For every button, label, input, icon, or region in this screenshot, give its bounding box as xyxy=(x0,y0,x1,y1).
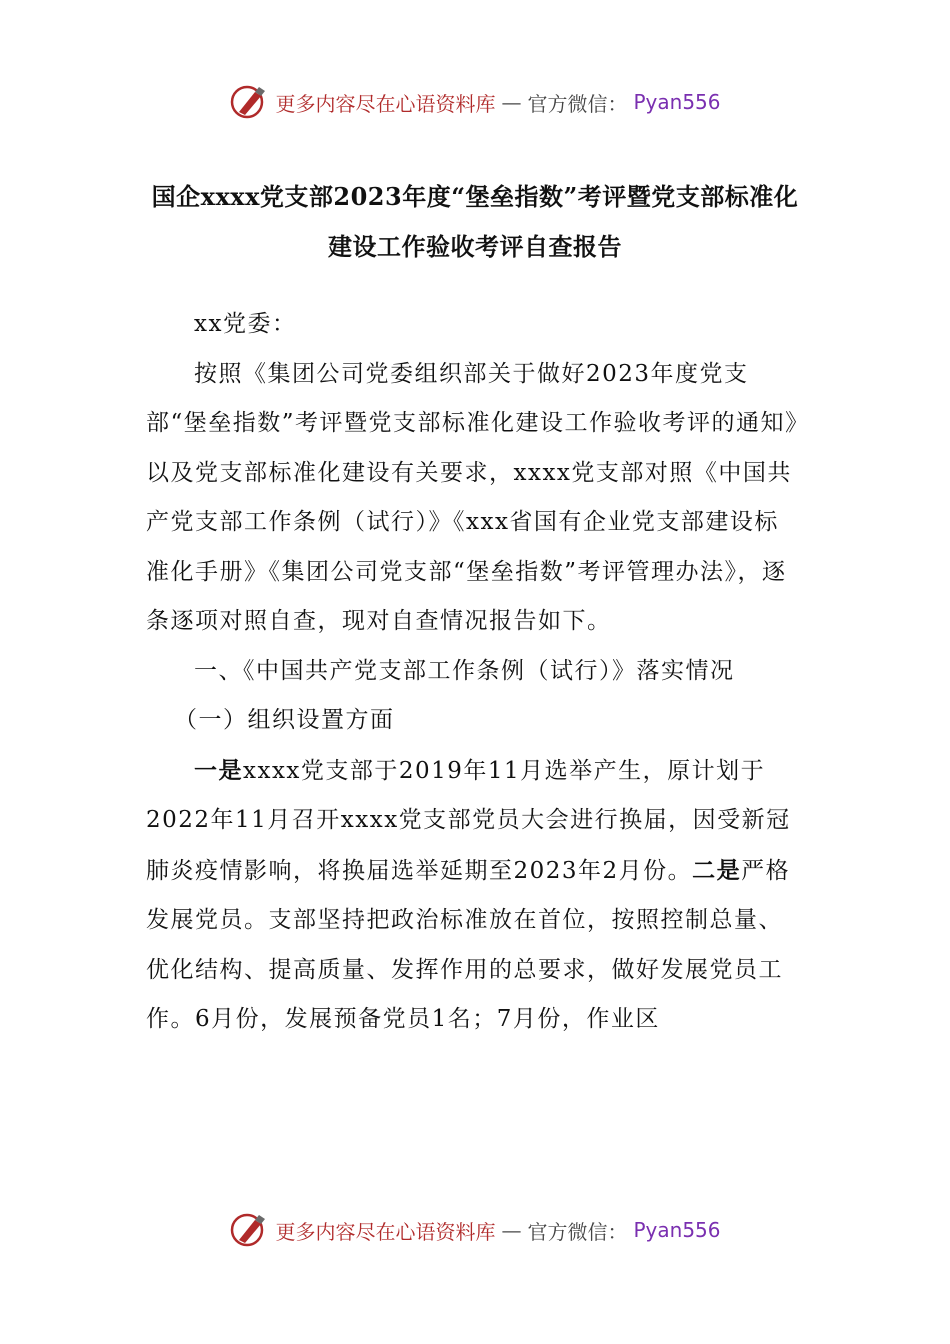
watermark-text: 更多内容尽在心语资料库 xyxy=(275,91,496,116)
watermark-wechat-id: Pyan556 xyxy=(633,1218,721,1242)
document-title: 国企xxxx党支部2023年度“堡垒指数”考评暨党支部标准化建设工作验收考评自查报告 xyxy=(151,182,799,261)
watermark-dash: — xyxy=(501,1218,522,1242)
lead-first: 一是 xyxy=(194,756,243,784)
watermark-header xyxy=(0,80,950,124)
section-heading: 一、《中国共产党支部工作条例（试行）》落实情况 xyxy=(194,657,735,684)
paragraph-text-first: xxxx党支部于2019年11月选举产生，原计划于2022年11月召开xxxx党支部党员大会进行换届，因受新冠肺炎疫情影响，将换届选举延期至2023年2月份。 xyxy=(146,757,791,884)
subsection-heading: （一）组织设置方面 xyxy=(174,707,395,733)
watermark-text: 更多内容尽在心语资料库 xyxy=(275,1219,496,1244)
watermark-official-label: 官方微信： xyxy=(527,91,628,116)
salutation: xx党委： xyxy=(194,311,297,337)
watermark-dash: — xyxy=(501,90,522,114)
body-paragraph xyxy=(146,746,802,1045)
lead-second: 二是 xyxy=(692,856,742,884)
intro-paragraph: 按照《集团公司党委组织部关于做好2023年度党支部“堡垒指数”考评暨党支部标准化建设工作验收考评的通知》以及党支部标准化建设有关要求，xxxx党支部对照《中国共产党支部工作条例（试行）》《xxx省国有企业党支部建设标准化手册》《集团公司党支部“堡垒指数”考评管理办法》，逐条逐项对照自查，现对自查情况报告如下。 xyxy=(146,360,799,634)
watermark-footer xyxy=(0,1208,950,1252)
document-body xyxy=(146,300,802,1045)
watermark-wechat-id: Pyan556 xyxy=(633,90,721,114)
watermark-official-label: 官方微信： xyxy=(527,1219,628,1244)
pen-nib-circle-icon xyxy=(229,1210,269,1250)
pen-nib-circle-icon xyxy=(229,82,269,122)
paragraph-text-second: 严格发展党员。支部坚持把政治标准放在首位，按照控制总量、优化结构、提高质量、发挥作用的总要求，做好发展党员工作。6月份，发展预备党员1名；7月份，作业区 xyxy=(146,857,791,1032)
